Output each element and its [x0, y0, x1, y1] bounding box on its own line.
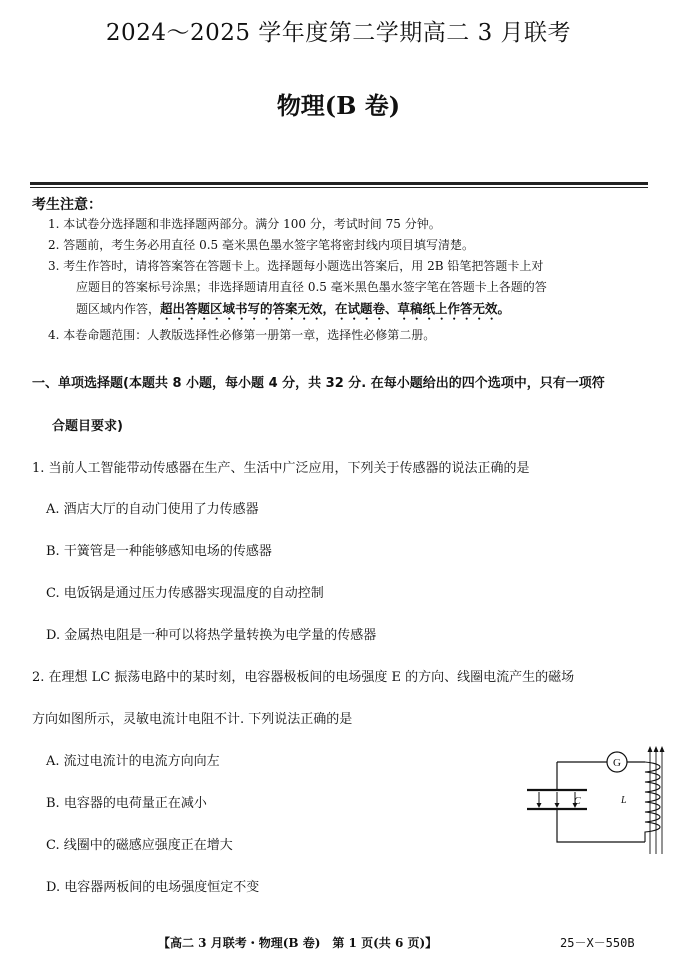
- question-1-option-a: A. 酒店大厅的自动门使用了力传感器: [46, 502, 259, 517]
- magnetic-field-arrows: [648, 746, 665, 752]
- lc-circuit-diagram: [517, 742, 677, 857]
- question-1-option-d: D. 金属热电阻是一种可以将热学量转换为电学量的传感器: [46, 628, 377, 643]
- subject-title: 物理(B 卷): [276, 91, 401, 120]
- question-1-option-c: C. 电饭锅是通过压力传感器实现温度的自动控制: [46, 586, 324, 601]
- section-heading-line1: 一、单项选择题(本题共 8 小题，每小题 4 分，共 32 分. 在每小题给出的四个选项中，只有一项符: [32, 376, 605, 391]
- exam-title: 2024～2025 学年度第二学期高二 3 月联考: [105, 20, 572, 46]
- footer-exam-code: 25－X－550B: [560, 936, 635, 950]
- notice-item-4: 4. 本卷命题范围：人教版选择性必修第一册第一章，选择性必修第二册。: [48, 328, 436, 342]
- notice-item-2: 2. 答题前，考生务必用直径 0.5 毫米黑色墨水签字笔将密封线内项目填写清楚。: [48, 238, 474, 252]
- notice-heading: 考生注意：: [32, 197, 102, 213]
- galvanometer: [607, 752, 627, 772]
- notice-item-3-plain: 题区域内作答，: [76, 302, 161, 316]
- divider-thin: [30, 187, 648, 188]
- question-2-option-d: D. 电容器两板间的电场强度恒定不变: [46, 880, 260, 895]
- question-2-option-b: B. 电容器的电荷量正在减小: [46, 796, 207, 811]
- notice-item-3-emphasis: 超出答题区域书写的答案无效，在试题卷、草稿纸上作答无效。: [160, 301, 511, 316]
- capacitor-label: C: [574, 796, 581, 807]
- question-2-option-c: C. 线圈中的磁感应强度正在增大: [46, 838, 233, 853]
- galvanometer-label: G: [613, 757, 621, 769]
- question-2-stem-line1: 2. 在理想 LC 振荡电路中的某时刻，电容器极板间的电场强度 E 的方向、线圈电流产生的磁场: [32, 670, 575, 685]
- capacitor: [527, 790, 587, 809]
- notice-item-3-line2: 应题目的答案标号涂黑；非选择题请用直径 0.5 毫米黑色墨水签字笔在答题卡上各题的答: [76, 280, 547, 294]
- question-1-option-b: B. 干簧管是一种能够感知电场的传感器: [46, 544, 272, 559]
- inductor-coil: [645, 750, 662, 854]
- notice-item-3-line3: [76, 299, 510, 323]
- section-heading-line2: 合题目要求): [52, 419, 123, 434]
- notice-item-1: 1. 本试卷分选择题和非选择题两部分。满分 100 分，考试时间 75 分钟。: [48, 217, 441, 231]
- divider-thick: [30, 182, 648, 185]
- notice-item-3-line1: 3. 考生作答时，请将答案答在答题卡上。选择题每小题选出答案后，用 2B 铅笔把答题卡上对: [48, 259, 544, 273]
- footer-page-info: 【高二 3 月联考・物理(B 卷) 第 1 页(共 6 页)】: [158, 936, 438, 950]
- question-2-stem-line2: 方向如图所示，灵敏电流计电阻不计. 下列说法正确的是: [32, 712, 353, 727]
- inductor-label: L: [621, 795, 627, 806]
- circuit-wires: [557, 762, 645, 842]
- question-1-stem: 1. 当前人工智能带动传感器在生产、生活中广泛应用，下列关于传感器的说法正确的是: [32, 461, 530, 476]
- question-2-option-a: A. 流过电流计的电流方向向左: [46, 754, 220, 769]
